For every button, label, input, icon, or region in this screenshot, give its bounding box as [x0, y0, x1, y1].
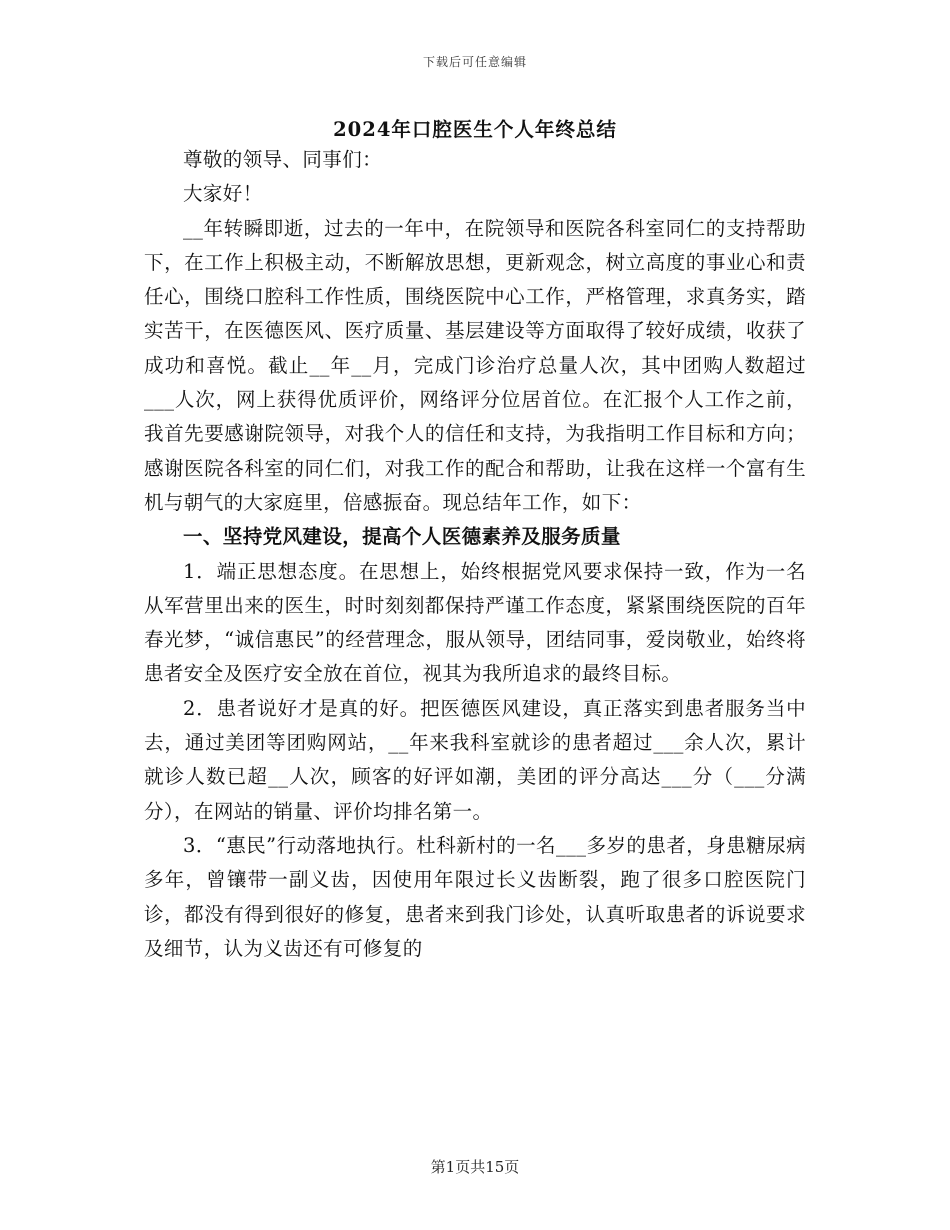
page-number: 第1页共15页 [430, 1158, 520, 1176]
document-title: 2024年口腔医生个人年终总结 [333, 118, 617, 141]
list-item: 2．患者说好才是真的好。把医德医风建设，真正落实到患者服务当中去，通过美团等团购网站，__年来我科室就诊的患者超过___余人次，累计就诊人数已超__人次，顾客的好评如潮，美团的评分高达___分（___分满分），在网站的销量、评价均排名第一。 [144, 696, 806, 823]
list-item: 1．端正思想态度。在思想上，始终根据党风要求保持一致，作为一名从军营里出来的医生，时时刻刻都保持严谨工作态度，紧紧围绕医院的百年春光梦，“诚信惠民”的经营理念，服从领导，团结同事，爱岗敬业，始终将患者安全及医疗安全放在首位，视其为我所追求的最终目标。 [144, 559, 806, 686]
document-body [144, 143, 806, 966]
greeting-paragraph: 尊敬的领导、同事们： [183, 148, 383, 171]
header-note: 下载后可任意编辑 [422, 55, 527, 69]
list-item: 3．“惠民”行动落地执行。杜科新村的一名___多岁的患者，身患糖尿病多年，曾镶带一副义齿，因使用年限过长义齿断裂，跑了很多口腔医院门诊，都没有得到很好的修复，患者来到我门诊处，认真听取患者的诉说要求及细节，认为义齿还有可修复的 [144, 833, 806, 960]
section-heading: 一、坚持党风建设，提高个人医德素养及服务质量 [183, 525, 621, 549]
intro-paragraph: __年转瞬即逝，过去的一年中，在院领导和医院各科室同仁的支持帮助下，在工作上积极主动，不断解放思想，更新观念，树立高度的事业心和责任心，围绕口腔科工作性质，围绕医院中心工作，严格管理，求真务实，踏实苦干，在医德医风、医疗质量、基层建设等方面取得了较好成绩，收获了成功和喜悦。截止__年__月，完成门诊治疗总量人次，其中团购人数超过___人次，网上获得优质评价，网络评分位居首位。在汇报个人工作之前，我首先要感谢院领导，对我个人的信任和支持，为我指明工作目标和方向；感谢医院各科室的同仁们，对我工作的配合和帮助，让我在这样一个富有生机与朝气的大家庭里，倍感振奋。现总结年工作，如下： [144, 216, 806, 514]
hello-paragraph: 大家好！ [183, 182, 263, 206]
